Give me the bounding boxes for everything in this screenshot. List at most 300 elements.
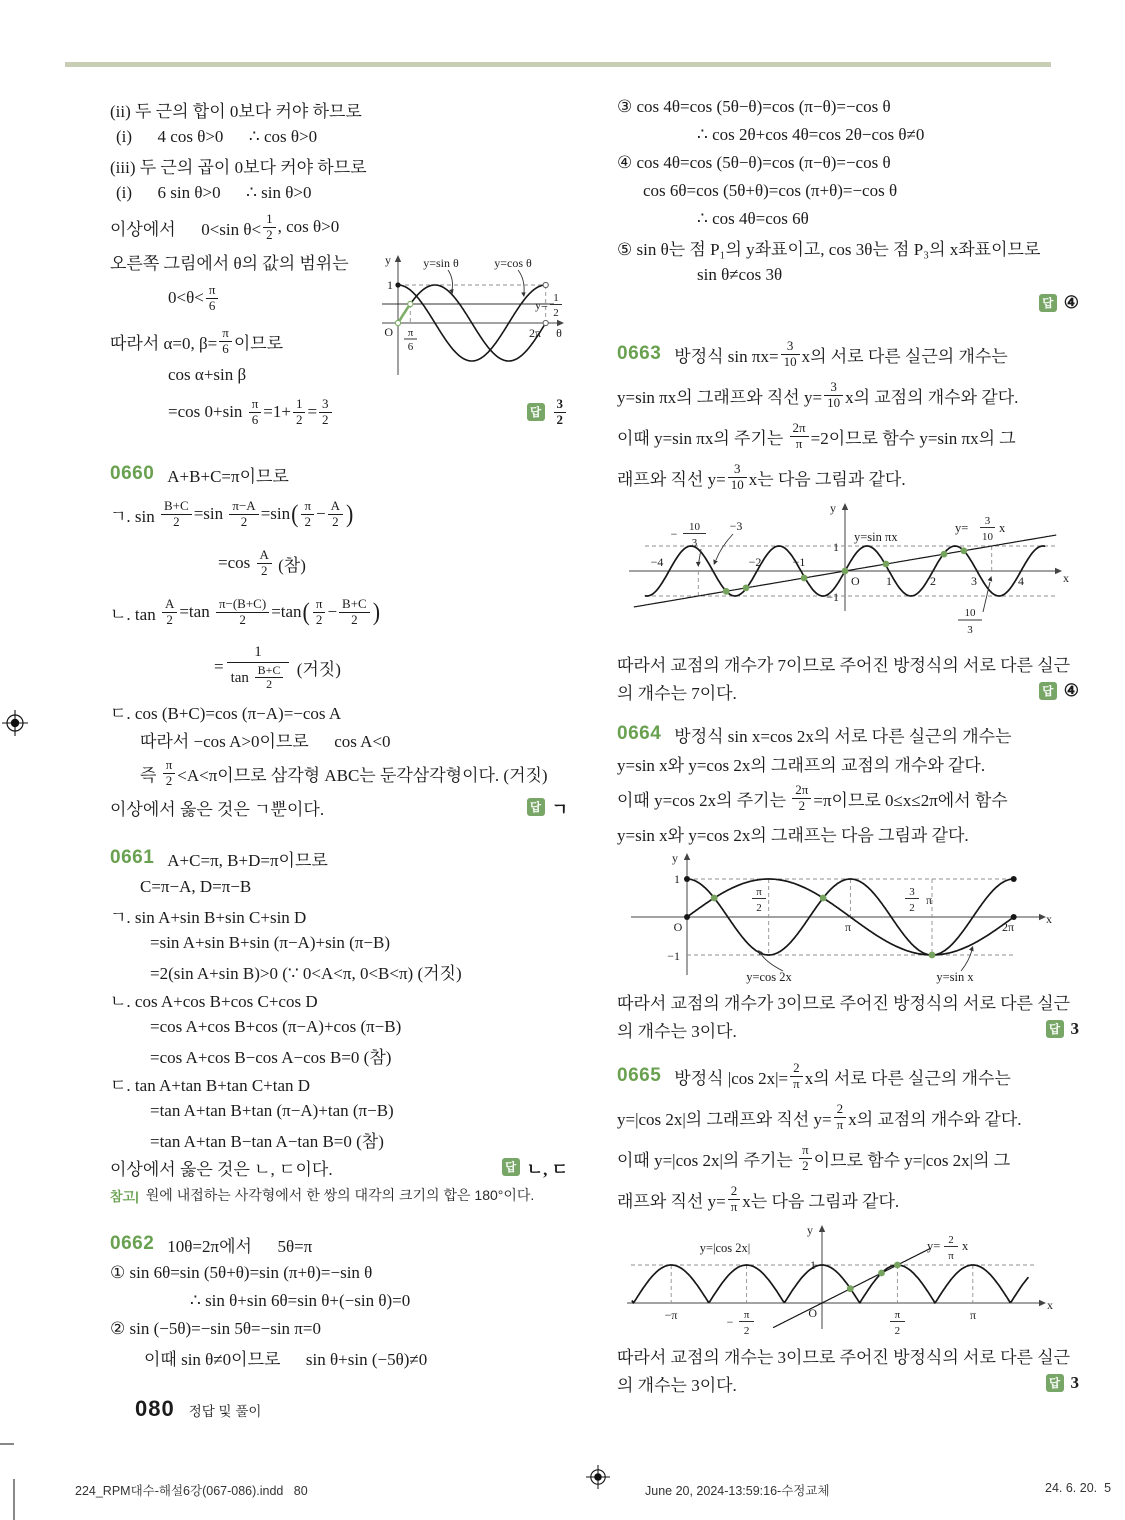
pi2-den: 2 (894, 1325, 901, 1337)
math-run: =tan A+tan B+tan (π−A)+tan (π−B) (150, 1101, 394, 1120)
math-run: ㄴ. tan (110, 604, 160, 624)
problem-0663 (617, 333, 1079, 705)
text-line (110, 753, 568, 793)
text-line (110, 207, 568, 247)
text-line (110, 1259, 568, 1287)
math-run: cos 6θ=cos (5θ+θ)=cos (π+θ)=−cos θ (643, 181, 898, 200)
curve-label: y=|cos 2x| (699, 1241, 751, 1255)
origin-label: O (808, 1306, 817, 1320)
frac-den: 6 (222, 340, 229, 356)
text-line (617, 987, 1079, 1015)
fraction (799, 1143, 812, 1173)
frac-den: 6 (208, 297, 216, 313)
pi6-den: 6 (407, 341, 414, 353)
3pi2-pi: π (926, 893, 933, 907)
math-run: y=sin x와 y=cos 2x의 그래프의 교점의 개수와 같다. (617, 755, 986, 775)
frac-den: 2 (332, 513, 339, 529)
footer-label: 정답 및 풀이 (188, 1404, 262, 1419)
problem-heading (110, 843, 568, 873)
problem-number: 0662 (110, 1233, 155, 1254)
text-line (110, 873, 568, 901)
m3-leader (716, 534, 733, 560)
math-run: (iii) 두 근의 곱이 0보다 커야 하므로 (110, 157, 367, 177)
text-line (617, 1097, 1079, 1137)
math-run: ∴ cos 2θ+cos 4θ=cos 2θ−cos θ≠0 (697, 125, 925, 144)
frac-den: 2 (351, 611, 358, 627)
x-axis-label: x (1046, 912, 1052, 926)
math-run: =sin A+sin B+sin (π−A)+sin (π−B) (150, 933, 390, 952)
y-axis-label: y (385, 253, 391, 267)
math-run: =cos A+cos B−cos A−cos B=0 (참) (150, 1047, 392, 1067)
frac-num: π−(B+C) (216, 597, 269, 613)
tick-p2: 2 (930, 574, 936, 588)
text-line (617, 1137, 1079, 1179)
math-run: 따라서 α=0, β= (110, 333, 218, 353)
math-run: ⑤ sin θ는 점 P₁의 y좌표이고, cos 3θ는 점 P₃의 x좌표이므로 (617, 239, 1041, 259)
text-line (617, 233, 1079, 261)
problem-0662 (110, 1229, 568, 1371)
math-run: 이상에서 0<sin θ< (110, 219, 262, 239)
pi6-num: π (407, 327, 414, 339)
answer-value: ④ (1063, 293, 1079, 312)
text-line (110, 957, 568, 985)
answer (527, 795, 568, 820)
x-axis-arrow (1039, 1300, 1046, 1306)
x-axis-arrow (1055, 568, 1062, 574)
text-line (110, 637, 568, 697)
note-label: 참고| (110, 1189, 139, 1204)
math-run: =tan (271, 602, 302, 621)
frac-num: 2 (790, 1061, 803, 1077)
math-run: y=sin πx의 그래프와 직선 y= (617, 387, 823, 407)
math-run: ㄱ. sin (110, 506, 160, 526)
problem-0664 (617, 719, 1079, 1043)
text-line (110, 1125, 568, 1153)
math-run: x의 교점의 개수와 같다. (845, 387, 1019, 407)
math-run: A+B+C=π이므로 (167, 466, 289, 486)
intersection-point (929, 952, 936, 959)
intersection-point (941, 551, 948, 558)
text-line (617, 1015, 1079, 1043)
math-run: =2이므로 함수 y=sin πx의 그 (810, 428, 1016, 448)
text-line (110, 361, 368, 389)
tick-mpi: −π (664, 1308, 678, 1322)
frac-den: 2 (304, 513, 311, 529)
note-text: 원에 내접하는 사각형에서 한 쌍의 대각의 크기의 합은 180°이다. (145, 1187, 535, 1203)
tick-1: 1 (387, 278, 393, 292)
text-line (617, 205, 1079, 233)
frac-den: 2 (322, 411, 329, 427)
problem-0665 (617, 1055, 1079, 1397)
half-label-pre: y= (535, 298, 548, 312)
math-run: 방정식 sin πx= (674, 346, 779, 366)
text-line (110, 247, 368, 275)
math-run: ㄴ. cos A+cos B+cos C+cos D (110, 991, 318, 1011)
text-line (617, 1179, 1079, 1219)
left-paren: ( (291, 499, 299, 528)
math-run: sin θ≠cos 3θ (697, 265, 783, 284)
m103-sign: − (670, 527, 678, 541)
math-run: 0<θ< (168, 288, 204, 307)
text-line (110, 179, 568, 207)
math-run: 오른쪽 그림에서 θ의 값의 범위는 (110, 253, 349, 273)
text-line (110, 321, 368, 361)
m3-label: −3 (729, 519, 743, 533)
math-run: ㄷ. cos (B+C)=cos (π−A)=−cos A (110, 703, 342, 723)
fraction (790, 1061, 803, 1091)
fraction (163, 758, 176, 788)
math-run: =2(sin A+sin B)>0 (∵ 0<A<π, 0<B<π) (거짓) (150, 963, 462, 983)
tick-1: 1 (810, 1258, 816, 1272)
frac-den: 2 (266, 226, 273, 242)
text-line (110, 1343, 568, 1371)
x-axis-arrow (1039, 914, 1046, 920)
intersection-point (801, 575, 808, 582)
answer (1046, 1019, 1080, 1039)
point-0-1 (395, 282, 400, 287)
intersection-point (847, 1285, 854, 1292)
math-run: , cos θ>0 (277, 217, 340, 236)
x-axis-label: x (1063, 571, 1069, 585)
right-column (617, 93, 1079, 1397)
frac-den: π (836, 1116, 844, 1132)
tick-m1x: −1 (792, 555, 806, 569)
intersection-point (960, 547, 967, 554)
answer-value: ④ (1063, 681, 1079, 700)
math-run: = (307, 402, 318, 421)
problem-number: 0660 (110, 463, 155, 484)
frac-den: 2 (802, 1157, 809, 1173)
frac-den: 2 (295, 411, 303, 427)
pi2-num: π (894, 1309, 901, 1321)
frac-den: 2 (240, 513, 248, 529)
3pi2-den: 2 (909, 902, 915, 914)
answer-badge: 답 (527, 403, 545, 421)
line-label-num: 2 (948, 1234, 954, 1246)
text-line (110, 985, 568, 1013)
fraction (229, 499, 258, 529)
text-line (617, 415, 1079, 457)
frac-den: π (730, 1198, 738, 1214)
frac-num: A (162, 597, 177, 613)
endpoint (684, 876, 690, 882)
answer-badge: 답 (502, 1158, 520, 1176)
crop-mark-h (0, 1443, 14, 1445)
frac-den: 2 (239, 611, 246, 627)
print-timestamp: June 20, 2024-13:59:16-수정교체 (645, 1484, 830, 1498)
fraction (293, 397, 306, 427)
intersection-point (820, 895, 827, 902)
sin-label: y=sin θ (423, 256, 459, 270)
frac-den: 10 (783, 353, 797, 369)
print-date: 24. 6. 20. 5 (1045, 1481, 1112, 1495)
left-column (110, 95, 568, 1371)
text-line (110, 1013, 568, 1041)
frac-den (227, 663, 290, 693)
half-den: 2 (553, 307, 559, 319)
math-run: =tan A+tan B−tan A−tan B=0 (참) (150, 1131, 384, 1151)
m3-arrow (713, 559, 717, 565)
problem-number: 0664 (617, 723, 662, 744)
math-run: x의 교점의 개수와 같다. (848, 1109, 1022, 1129)
math-run: ∴ cos 4θ=cos 6θ (697, 209, 809, 228)
frac-den: 6 (251, 411, 259, 427)
crop-mark-v (13, 1479, 15, 1520)
frac-num: π (206, 283, 219, 299)
text-line (617, 121, 1079, 149)
page-footer (135, 1396, 261, 1422)
cos-leader-arrow (521, 292, 525, 297)
math-run: =1+ (263, 402, 291, 421)
frac-num: 1 (227, 642, 290, 663)
origin-label: O (384, 325, 393, 339)
text-line (617, 1369, 1079, 1397)
text-line (617, 93, 1079, 121)
problem-heading (617, 1055, 1079, 1097)
tick-2pi: 2π (1001, 920, 1015, 934)
tick-m2: −2 (748, 555, 762, 569)
frac-den: π (795, 435, 803, 451)
frac-den: 2 (798, 797, 806, 813)
answer-badge: 답 (1046, 1374, 1064, 1392)
frac-den: 2 (260, 562, 268, 578)
text-line (110, 95, 568, 123)
cos-label-leader (761, 954, 783, 971)
frac-num: 1 (293, 397, 306, 413)
frac-num: π (249, 397, 262, 413)
frac-den: 10 (827, 394, 841, 410)
math-run: (참) (273, 555, 306, 575)
cos-label-leader (518, 270, 524, 293)
fraction (328, 499, 343, 529)
y-axis-arrow (684, 853, 690, 860)
problem-number: 0663 (617, 343, 662, 364)
math-run: x는 다음 그림과 같다. (742, 1191, 900, 1211)
text-line (617, 1341, 1079, 1369)
y-axis-arrow (842, 503, 848, 510)
fraction (219, 326, 232, 356)
frac-num: π (219, 326, 232, 342)
answer (1039, 293, 1079, 313)
math-run: 의 개수는 7이다. (617, 683, 737, 703)
y-axis-arrow (819, 1225, 825, 1232)
intersection-point (723, 588, 730, 595)
math-run: ㄷ. tan A+tan B+tan C+tan D (110, 1075, 311, 1095)
tick-p3: 3 (971, 574, 977, 588)
tick-p4: 4 (1018, 574, 1024, 588)
right-paren: ) (346, 499, 354, 528)
tick-m4: −4 (650, 555, 664, 569)
fraction (339, 597, 370, 627)
pi2-num: π (756, 886, 762, 898)
fraction (319, 397, 332, 427)
y-axis-arrow (395, 255, 401, 262)
figure-abs-cos2x-line (617, 1221, 1057, 1339)
math-run: 10θ=2π에서 5θ=π (167, 1236, 313, 1256)
answer-value: ㄱ (551, 799, 568, 819)
problem-heading (617, 719, 1079, 749)
intersection-point (842, 568, 849, 575)
problem-number: 0665 (617, 1065, 662, 1086)
fraction (781, 339, 800, 369)
fraction (301, 499, 314, 529)
math-run: =sin (260, 504, 291, 523)
line-label-post: x (962, 1239, 969, 1253)
text-line (110, 725, 568, 753)
registration-mark-bottom (586, 1465, 610, 1489)
text-line (110, 1287, 568, 1315)
math-run: <A<π이므로 삼각형 ABC는 둔각삼각형이다. (거짓) (177, 765, 548, 785)
figure-sinx-cos2x (617, 849, 1057, 985)
frac-num: A (257, 548, 272, 564)
frac-den: 2 (315, 611, 323, 627)
intersection-point (711, 895, 718, 902)
frac-num: π (301, 499, 314, 515)
y-axis-label: y (830, 501, 836, 515)
half-num: 1 (553, 292, 559, 304)
math-run: 즉 (140, 765, 161, 785)
sin-label-leader (448, 270, 453, 290)
math-run: 따라서 교점의 개수는 3이므로 주어진 방정식의 서로 다른 실근 (617, 1347, 1071, 1367)
origin-label: O (851, 574, 860, 588)
math-run: A+C=π, B+D=π이므로 (167, 850, 328, 870)
frac-num: B+C (339, 597, 370, 613)
sin-label: y=sin x (936, 970, 974, 984)
open-point-pi6 (408, 301, 413, 306)
math-run: 의 개수는 3이다. (617, 1021, 737, 1041)
p103-arrow (988, 576, 993, 582)
line-label-post: x (999, 521, 1006, 535)
p103-num: 10 (964, 607, 976, 619)
y-axis-label: y (672, 851, 678, 865)
text-line (110, 793, 568, 821)
tick-1: 1 (674, 872, 680, 886)
answer (527, 397, 569, 427)
frac-num: 2π (792, 783, 811, 799)
math-run: =tan (179, 602, 214, 621)
text-line (110, 123, 568, 151)
frac-num: 2π (790, 421, 809, 437)
text-line (617, 261, 1079, 289)
math-run: 이때 y=sin πx의 주기는 (617, 428, 788, 448)
page-number: 080 (135, 1396, 175, 1421)
fraction (834, 1102, 847, 1132)
frac-num: π (799, 1143, 812, 1159)
math-run: 방정식 sin x=cos 2x의 서로 다른 실근의 개수는 (674, 726, 1012, 746)
pi2-den: 2 (756, 902, 762, 914)
fraction (824, 380, 843, 410)
frac-num: B+C (255, 664, 284, 678)
text-line (110, 929, 568, 957)
tick-m1: −1 (667, 949, 680, 963)
fraction (216, 597, 269, 627)
intersection-point (883, 561, 890, 568)
text-line (110, 1097, 568, 1125)
math-run: x의 서로 다른 실근의 개수는 (804, 1068, 1011, 1088)
intersection-point (878, 1270, 885, 1277)
frac-den: 2 (165, 772, 173, 788)
text-line (617, 177, 1079, 205)
m103-den: 3 (691, 537, 698, 549)
m103-num: 10 (689, 521, 700, 533)
big-fraction (227, 642, 290, 693)
answer (502, 1155, 568, 1180)
frac-num: 3 (781, 339, 800, 355)
frac-num: 2 (834, 1102, 847, 1118)
math-run: =sin (193, 504, 228, 523)
math-run: 따라서 −cos A>0이므로 cos A<0 (140, 731, 391, 751)
frac-num: B+C (161, 499, 192, 515)
math-run: − (327, 602, 338, 621)
text-line (110, 539, 568, 587)
line-label-den: π (948, 1250, 954, 1262)
math-run: =π이므로 0≤x≤2π에서 함수 (813, 790, 1008, 810)
highlight-arc (398, 304, 410, 323)
math-run: ① sin 6θ=sin (5θ+θ)=sin (π+θ)=−sin θ (110, 1263, 373, 1282)
abs-cos2x-curve (632, 1265, 1029, 1303)
x-axis-label: θ (556, 326, 562, 340)
problem-number: 0661 (110, 847, 155, 868)
frac-num: 2 (728, 1184, 741, 1200)
left-paren: ( (302, 597, 310, 626)
frac-num: 3 (824, 380, 843, 396)
math-run: (ii) 두 근의 합이 0보다 커야 하므로 (110, 101, 362, 121)
sin-label-leader (961, 950, 972, 971)
math-run: 이때 sin θ≠0이므로 sin θ+sin (−5θ)≠0 (144, 1349, 428, 1369)
tick-1: 1 (833, 540, 839, 554)
math-run: y=sin x와 y=cos 2x의 그래프는 다음 그림과 같다. (617, 825, 969, 845)
answer-line (617, 289, 1079, 317)
text-line (617, 777, 1079, 819)
answer-badge: 답 (1039, 294, 1057, 312)
figure-sin-pix-line (617, 499, 1072, 647)
math-run: ∴ sin θ+sin 6θ=sin θ+(−sin θ)=0 (190, 1291, 411, 1310)
math-run: 이때 y=|cos 2x|의 주기는 (617, 1150, 798, 1170)
answer-fraction (554, 397, 567, 427)
sin-leader-arrow (969, 946, 974, 951)
text-line (617, 457, 1079, 497)
fraction (728, 1184, 741, 1214)
problem-0661 (110, 843, 568, 1205)
frac-num: π (313, 597, 326, 613)
text-line (110, 697, 568, 725)
math-run: C=π−A, D=π−B (140, 877, 252, 896)
frac-num: 3 (319, 397, 332, 413)
math-run: (거짓) (292, 659, 341, 679)
fraction (257, 548, 272, 578)
mpi2-den: 2 (743, 1325, 750, 1337)
math-run: 의 개수는 3이다. (617, 1375, 737, 1395)
frac-num: π−A (229, 499, 258, 515)
math-run: 따라서 교점의 개수가 7이므로 주어진 방정식의 서로 다른 실근 (617, 655, 1071, 675)
frac-num: A (328, 499, 343, 515)
math-run: 이상에서 옳은 것은 ㄱ뿐이다. (110, 799, 325, 819)
line-label-num: 3 (984, 515, 991, 527)
fraction (792, 783, 811, 813)
figure-sin-cos-theta (378, 251, 568, 379)
frac-den: 2 (556, 411, 563, 427)
text-line (110, 151, 568, 179)
y-axis-label: y (807, 1223, 813, 1237)
math-run: x의 서로 다른 실근의 개수는 (801, 346, 1008, 366)
math-run: cos α+sin β (168, 365, 247, 384)
fraction (790, 421, 809, 451)
p103-den: 3 (967, 624, 973, 636)
answer-badge: 답 (1039, 682, 1057, 700)
origin-label: O (673, 920, 683, 934)
math-run: 이므로 (233, 333, 284, 353)
math-run: =cos 0+sin (168, 402, 247, 421)
